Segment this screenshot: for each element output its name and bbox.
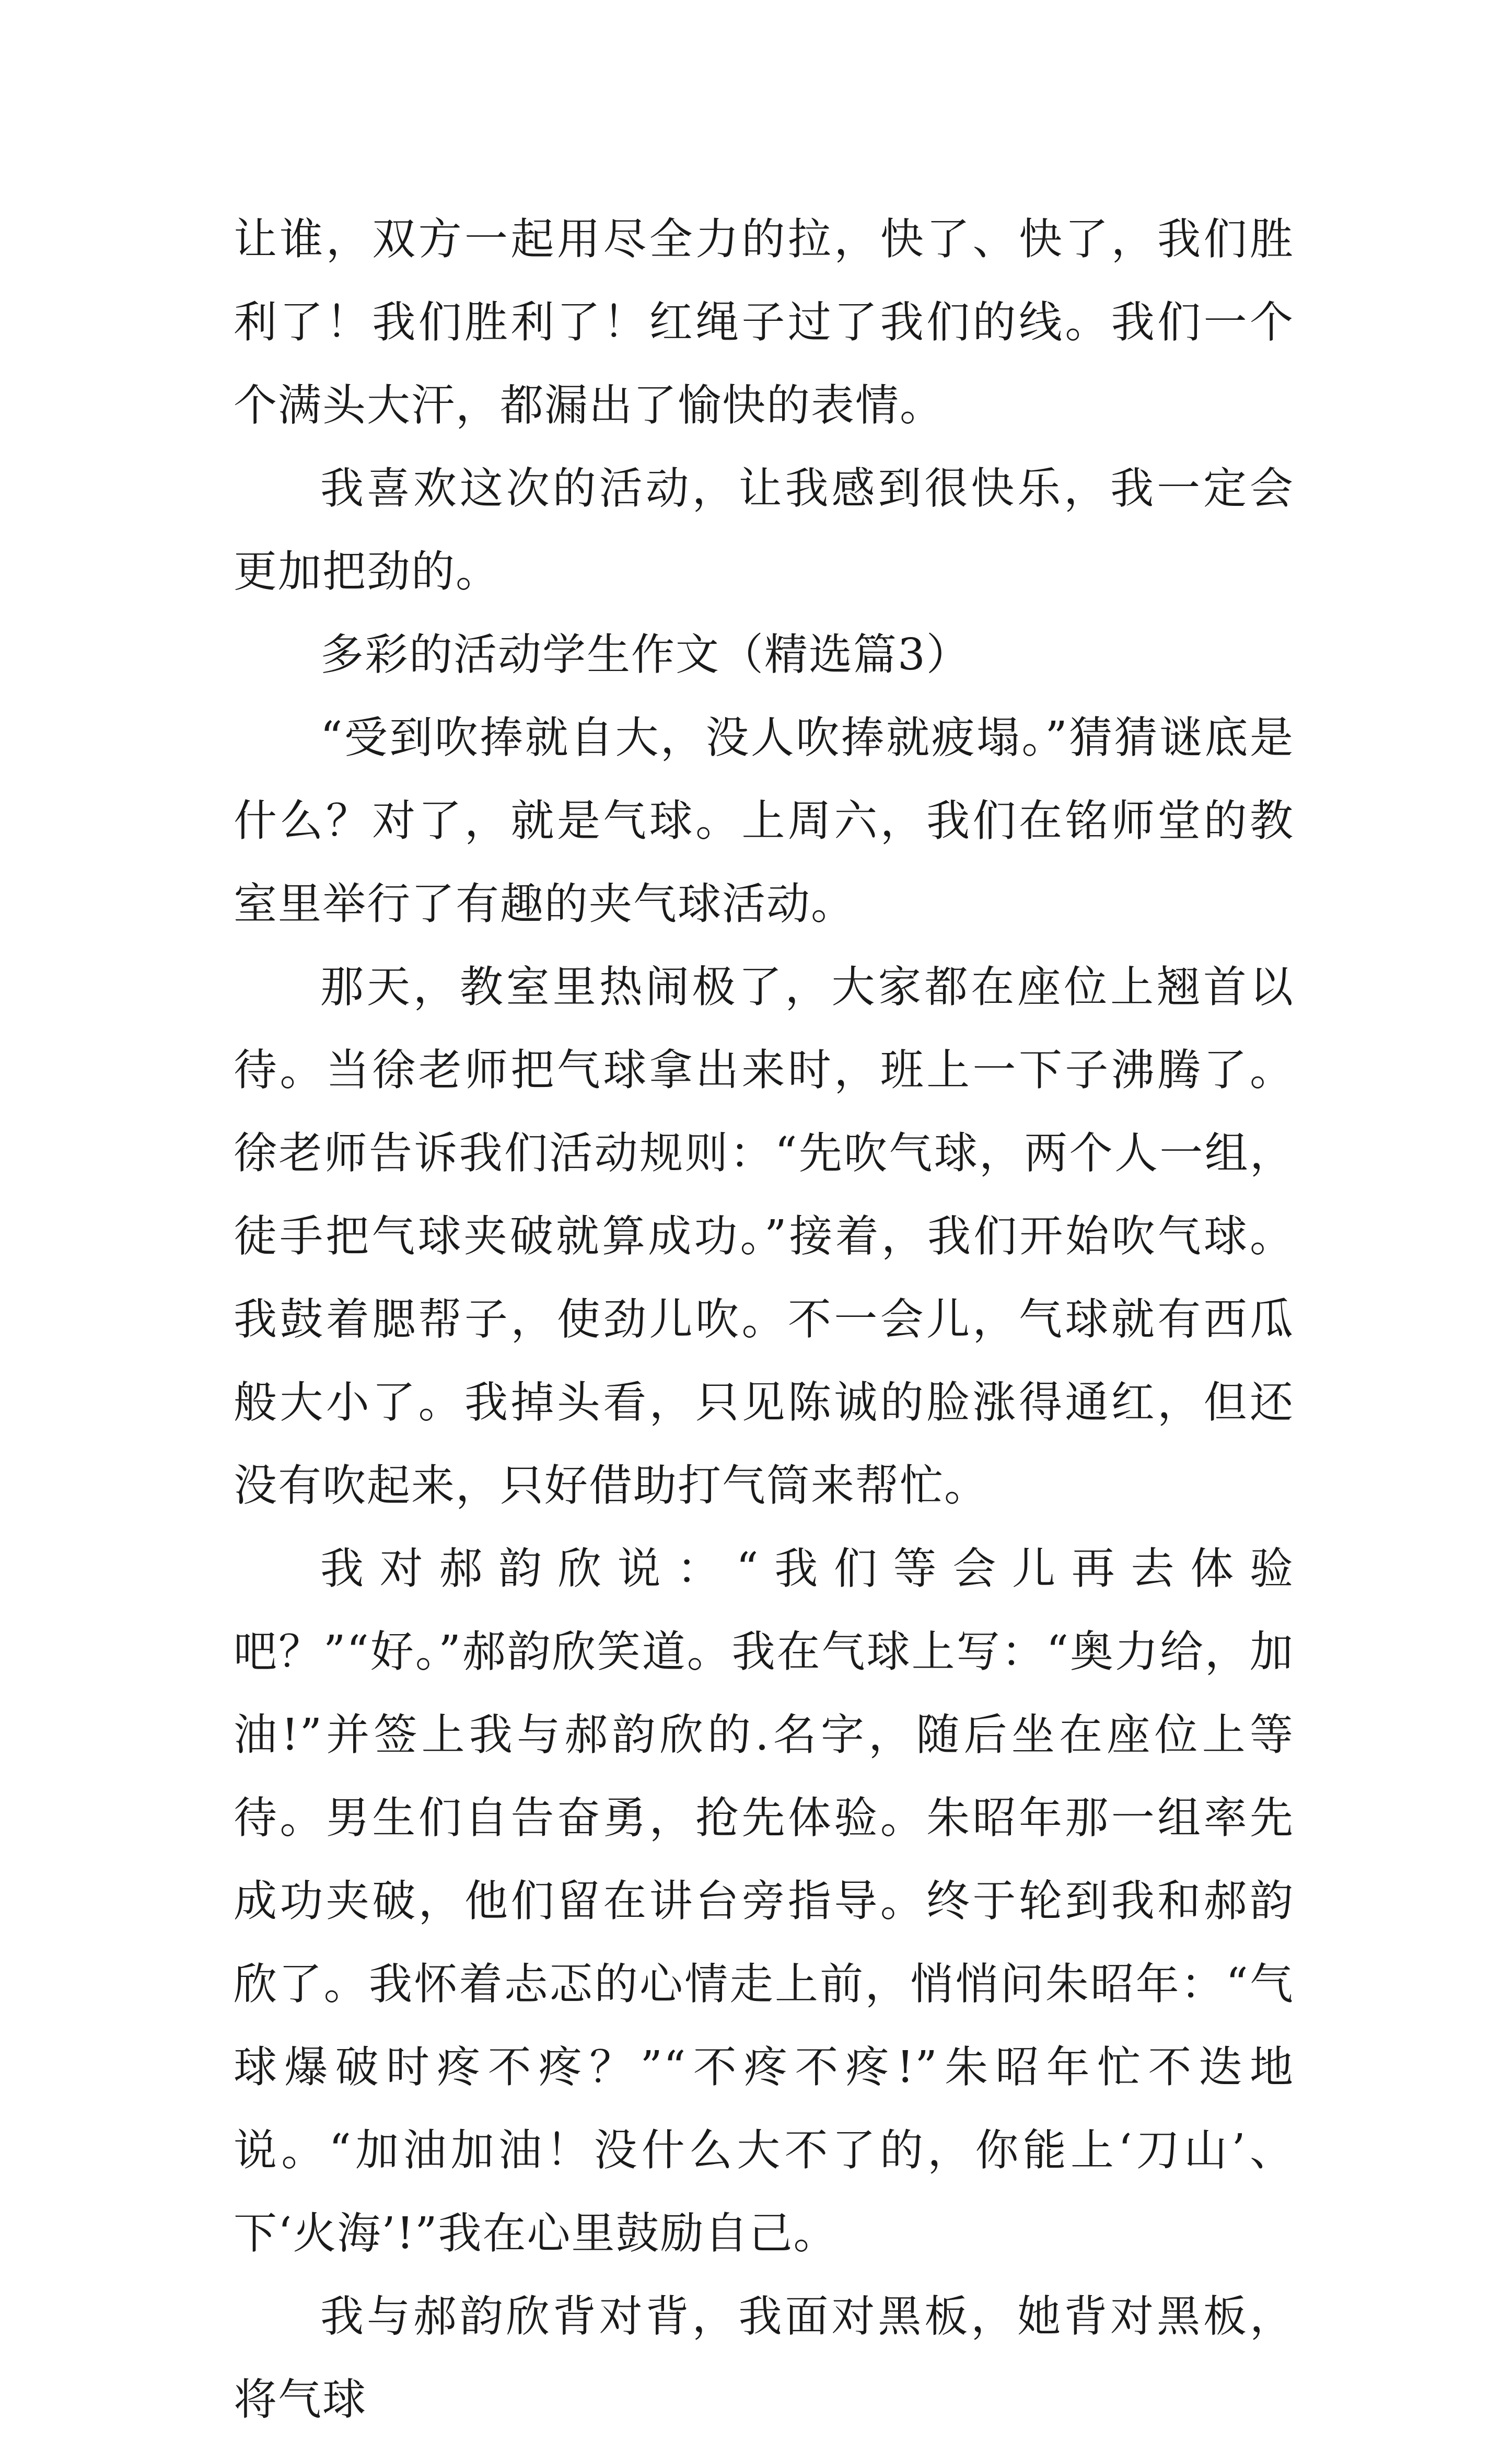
paragraph: “受到吹捧就自大，没人吹捧就疲塌。”猜猜谜底是什么？对了，就是气球。上周六，我们在铭师堂的教室里举行了有趣的夹气球活动。 <box>234 712 1294 929</box>
paragraph: 我与郝韵欣背对背，我面对黑板，她背对黑板，将气球 <box>234 2291 1294 2425</box>
document-body <box>234 198 1294 2441</box>
paragraph: 我对郝韵欣说：“我们等会儿再去体验吧？”“好。”郝韵欣笑道。我在气球上写：“奥力给，加油!”并签上我与郝韵欣的.名字，随后坐在座位上等待。男生们自告奋勇，抢先体验。朱昭年那一组率先成功夹破，他们留在讲台旁指导。终于轮到我和郝韵欣了。我怀着忐忑的心情走上前，悄悄问朱昭年：“气球爆破时疼不疼？”“不疼不疼!”朱昭年忙不迭地说。“加油加油！没什么大不了的，你能上‘刀山’、下‘火海’!”我在心里鼓励自己。 <box>234 1543 1294 2259</box>
section-heading: 多彩的活动学生作文（精选篇3） <box>320 629 971 680</box>
paragraph: 那天，教室里热闹极了，大家都在座位上翘首以待。当徐老师把气球拿出来时，班上一下子沸腾了。徐老师告诉我们活动规则：“先吹气球，两个人一组，徒手把气球夹破就算成功。”接着，我们开始吹气球。我鼓着腮帮子，使劲儿吹。不一会儿，气球就有西瓜般大小了。我掉头看，只见陈诚的脸涨得通红，但还没有吹起来，只好借助打气筒来帮忙。 <box>234 962 1294 1511</box>
paragraph: 我喜欢这次的活动，让我感到很快乐，我一定会更加把劲的。 <box>234 463 1294 597</box>
paragraph-continuation: 让谁，双方一起用尽全力的拉，快了、快了，我们胜利了！我们胜利了！红绳子过了我们的线。我们一个个满头大汗，都漏出了愉快的表情。 <box>234 214 1294 431</box>
